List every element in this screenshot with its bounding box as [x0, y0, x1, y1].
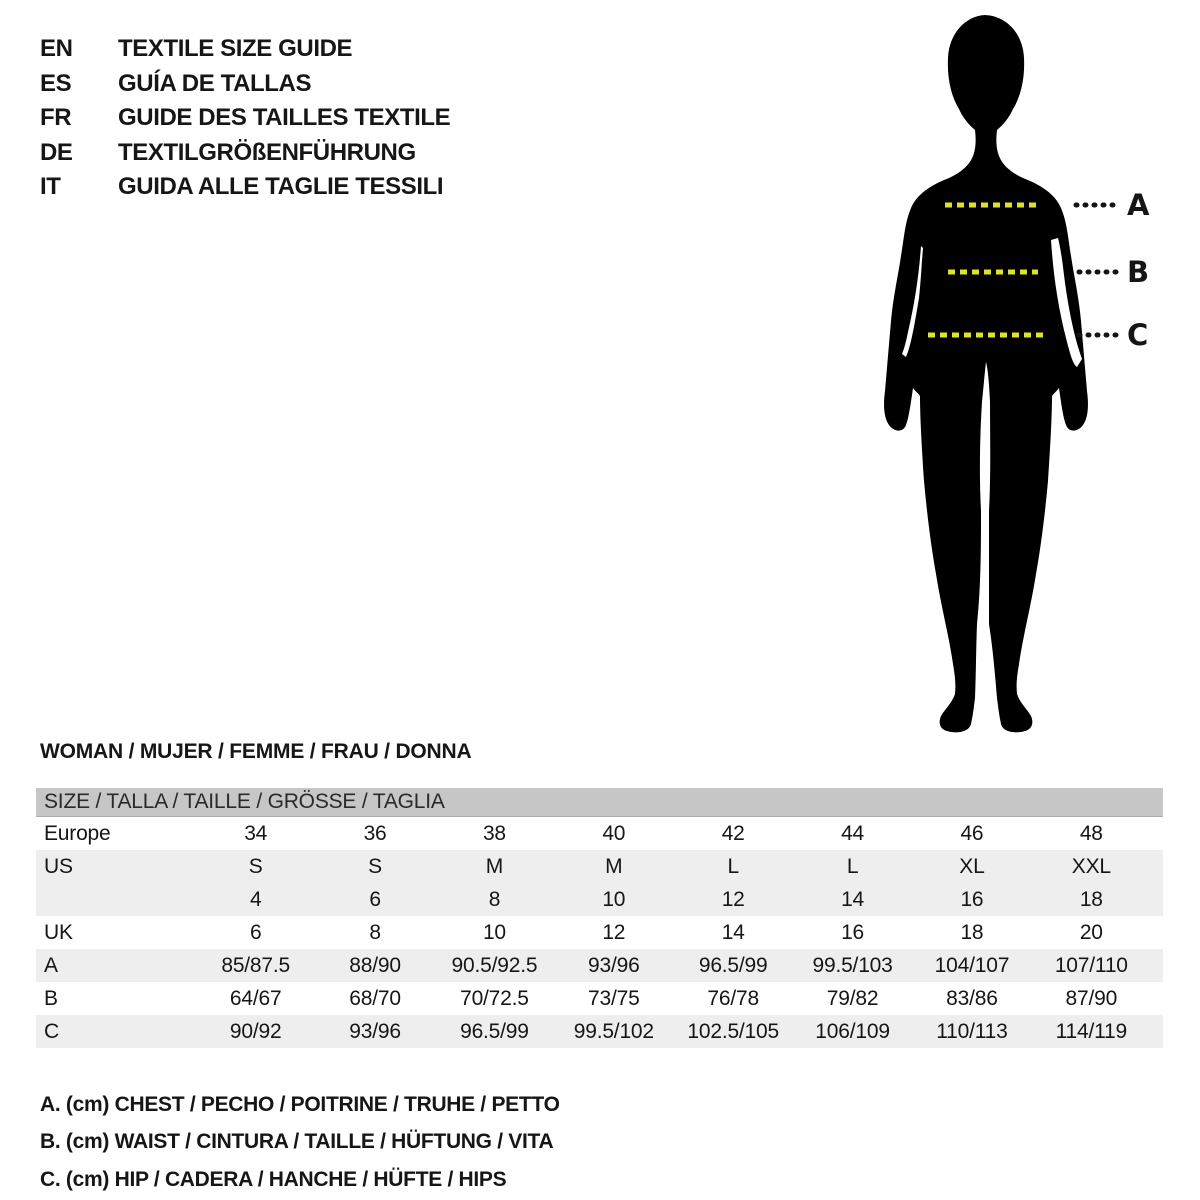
- table-cell: 12: [602, 920, 626, 944]
- table-cell: 70/72.5: [460, 986, 529, 1010]
- table-cell: 16: [841, 920, 865, 944]
- table-cell: 99.5/102: [573, 1019, 654, 1043]
- lang-title: GUIDE DES TAILLES TEXTILE: [118, 104, 451, 132]
- note-chest: A. (cm) CHEST / PECHO / POITRINE / TRUHE / PETTO: [40, 1092, 560, 1116]
- lang-code: IT: [40, 173, 61, 201]
- note-hip: C. (cm) HIP / CADERA / HANCHE / HÜFTE / HIPS: [40, 1167, 507, 1191]
- table-row: [36, 817, 1163, 850]
- table-cell: 48: [1079, 821, 1103, 845]
- table-cell: 42: [721, 821, 745, 845]
- table-row: [36, 949, 1163, 982]
- table-cell: 110/113: [936, 1019, 1008, 1043]
- table-cell: 18: [960, 920, 984, 944]
- row-label: UK: [44, 920, 73, 944]
- table-cell: 73/75: [588, 986, 640, 1010]
- lang-title: GUÍA DE TALLAS: [118, 69, 312, 97]
- table-cell: 16: [960, 887, 984, 911]
- table-cell: 79/82: [826, 986, 879, 1010]
- table-cell: 6: [369, 887, 381, 911]
- lang-row-es: [40, 67, 450, 102]
- lang-code: DE: [40, 138, 73, 166]
- row-label: B: [44, 986, 58, 1010]
- table-cell: 10: [482, 920, 506, 944]
- table-row: [36, 916, 1163, 949]
- size-table-body: [36, 817, 1163, 1048]
- table-cell: 4: [249, 887, 262, 911]
- table-cell: 36: [363, 821, 387, 845]
- lang-row-de: [40, 136, 450, 171]
- table-cell: 102.5/105: [687, 1019, 779, 1043]
- table-row: [36, 883, 1163, 916]
- woman-silhouette: [884, 15, 1088, 732]
- row-label: C: [44, 1019, 59, 1043]
- lang-row-it: [40, 170, 450, 205]
- table-cell: 87/90: [1065, 986, 1118, 1010]
- table-cell: 90/92: [229, 1019, 282, 1043]
- table-cell: 93/96: [349, 1019, 401, 1043]
- table-cell: 34: [244, 821, 268, 845]
- table-row: [36, 850, 1163, 883]
- table-row: [36, 1015, 1163, 1048]
- lang-row-en: [40, 32, 450, 67]
- size-table-header: SIZE / TALLA / TAILLE / GRÖSSE / TAGLIA: [36, 788, 1163, 817]
- section-title-woman: WOMAN / MUJER / FEMME / FRAU / DONNA: [40, 740, 472, 763]
- lang-title: GUIDA ALLE TAGLIE TESSILI: [118, 173, 444, 201]
- table-cell: 85/87.5: [221, 953, 291, 977]
- table-cell: 44: [841, 821, 865, 845]
- table-cell: 96.5/99: [698, 953, 768, 977]
- table-cell: 68/70: [349, 986, 401, 1010]
- size-table: [36, 788, 1163, 1048]
- table-cell: 40: [602, 821, 626, 845]
- lang-row-fr: [40, 101, 450, 136]
- table-cell: 18: [1079, 887, 1103, 911]
- table-cell: L: [727, 854, 739, 878]
- table-cell: 10: [602, 887, 626, 911]
- table-cell: 76/78: [707, 986, 759, 1010]
- table-row: [36, 982, 1163, 1015]
- table-cell: 96.5/99: [460, 1019, 529, 1043]
- table-cell: 106/109: [815, 1019, 890, 1043]
- table-cell: M: [485, 854, 504, 878]
- lang-title: TEXTILE SIZE GUIDE: [118, 35, 353, 63]
- table-cell: 14: [721, 920, 745, 944]
- table-cell: 104/107: [934, 953, 1010, 977]
- woman-silhouette-figure: [855, 6, 1165, 738]
- lang-code: ES: [40, 69, 72, 97]
- waist-label: B: [1127, 255, 1150, 289]
- language-title-block: [40, 32, 450, 205]
- note-waist: B. (cm) WAIST / CINTURA / TAILLE / HÜFTUNG / VITA: [40, 1130, 554, 1154]
- table-cell: XL: [959, 854, 985, 878]
- table-cell: 6: [249, 920, 262, 944]
- table-cell: 38: [482, 821, 506, 845]
- table-cell: XXL: [1071, 854, 1111, 878]
- table-cell: S: [248, 854, 263, 878]
- table-cell: 8: [488, 887, 501, 911]
- table-cell: 93/96: [588, 953, 640, 977]
- table-cell: 90.5/92.5: [451, 953, 538, 977]
- table-cell: 99.5/103: [812, 953, 893, 977]
- table-cell: 107/110: [1054, 953, 1128, 977]
- table-cell: 46: [960, 821, 984, 845]
- measurement-notes: [40, 1086, 560, 1199]
- row-label: A: [44, 953, 58, 977]
- hip-label: C: [1127, 318, 1149, 352]
- table-cell: L: [846, 854, 859, 878]
- row-label: US: [44, 854, 73, 878]
- lang-code: EN: [40, 35, 73, 63]
- lang-code: FR: [40, 104, 72, 132]
- table-cell: 88/90: [349, 953, 401, 977]
- table-cell: 114/119: [1055, 1019, 1128, 1043]
- table-cell: 64/67: [229, 986, 282, 1010]
- row-label: Europe: [44, 821, 111, 845]
- lang-title: TEXTILGRÖßENFÜHRUNG: [118, 138, 416, 166]
- chest-label: A: [1127, 188, 1150, 222]
- table-cell: 12: [721, 887, 745, 911]
- table-cell: 20: [1079, 920, 1103, 944]
- table-cell: S: [368, 854, 382, 878]
- table-cell: M: [605, 854, 623, 878]
- table-cell: 83/86: [946, 986, 998, 1010]
- table-cell: 14: [841, 887, 865, 911]
- table-cell: 8: [369, 920, 381, 944]
